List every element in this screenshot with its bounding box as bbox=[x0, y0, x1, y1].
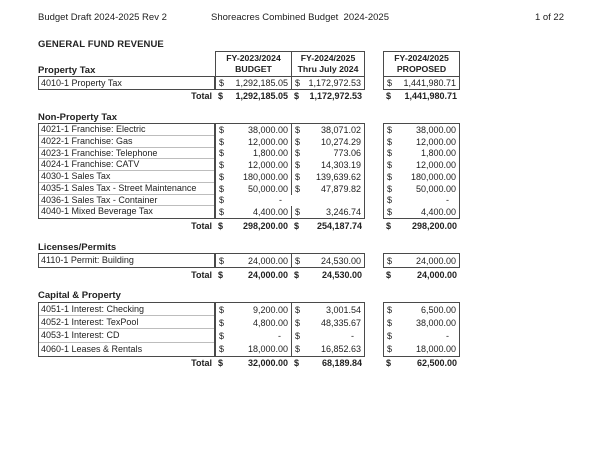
currency-symbol: $ bbox=[387, 148, 393, 159]
table-row bbox=[216, 77, 364, 89]
thru-amount-cell bbox=[292, 159, 364, 171]
amount-value: 180,000.00 bbox=[410, 171, 456, 182]
thru-amount-cell bbox=[292, 77, 364, 89]
amount-value: 1,441,980.71 bbox=[404, 91, 457, 101]
column-header-thru-label: Thru July 2024 bbox=[297, 64, 359, 74]
amount-value: 24,530.00 bbox=[320, 255, 361, 266]
amount-value: 18,000.00 bbox=[415, 344, 456, 355]
currency-symbol: $ bbox=[387, 78, 393, 88]
currency-symbol: $ bbox=[295, 78, 301, 88]
total-label: Total bbox=[191, 358, 212, 368]
account-name-cell: 4023-1 Franchise: Telephone bbox=[39, 148, 214, 160]
amount-value: 1,292,185.05 bbox=[235, 91, 288, 101]
account-name-cell: 4021-1 Franchise: Electric bbox=[39, 124, 214, 136]
currency-symbol: $ bbox=[386, 221, 392, 231]
account-name-column bbox=[38, 302, 215, 357]
currency-symbol: $ bbox=[219, 344, 225, 355]
account-name-cell: 4024-1 Franchise: CATV bbox=[39, 159, 214, 171]
proposed-amount-cell bbox=[384, 77, 459, 89]
column-header-proposed-label: PROPOSED bbox=[396, 64, 447, 74]
currency-symbol: $ bbox=[219, 317, 225, 328]
amount-value: 38,000.00 bbox=[247, 124, 288, 135]
currency-symbol: $ bbox=[295, 124, 301, 135]
table-row bbox=[216, 136, 364, 148]
column-header-budget-label: BUDGET bbox=[235, 64, 272, 74]
budget-amount-cell bbox=[216, 195, 292, 207]
currency-symbol: $ bbox=[387, 317, 393, 328]
currency-symbol: $ bbox=[218, 270, 224, 280]
thru-amount-cell bbox=[292, 329, 364, 342]
amount-value: - bbox=[351, 330, 354, 341]
currency-symbol: $ bbox=[387, 124, 393, 135]
currency-symbol: $ bbox=[387, 136, 393, 147]
column-header-budget-year: FY-2023/2024 bbox=[226, 52, 281, 63]
proposed-column bbox=[383, 253, 460, 268]
amount-value: 24,530.00 bbox=[321, 270, 362, 280]
thru-amount-cell bbox=[292, 183, 364, 195]
account-name-cell: 4052-1 Interest: TexPool bbox=[39, 316, 214, 329]
currency-symbol: $ bbox=[295, 317, 301, 328]
amount-value: 12,000.00 bbox=[415, 160, 456, 171]
column-header-proposed bbox=[383, 51, 460, 77]
proposed-amount-cell bbox=[384, 316, 459, 329]
amount-value: 18,000.00 bbox=[247, 344, 288, 355]
currency-symbol: $ bbox=[294, 221, 300, 231]
amount-value: - bbox=[279, 195, 282, 206]
amount-value: 180,000.00 bbox=[242, 171, 288, 182]
amount-value: 1,800.00 bbox=[420, 148, 456, 159]
currency-symbol: $ bbox=[387, 304, 393, 315]
budget-amount-cell bbox=[216, 343, 292, 356]
amount-value: 50,000.00 bbox=[247, 183, 288, 194]
currency-symbol: $ bbox=[387, 255, 393, 266]
amount-value: 32,000.00 bbox=[247, 358, 288, 368]
amount-value: 1,172,972.53 bbox=[308, 78, 361, 88]
total-label: Total bbox=[191, 91, 212, 101]
account-name-cell: 4053-1 Interest: CD bbox=[39, 329, 214, 342]
currency-symbol: $ bbox=[294, 358, 300, 368]
table-row bbox=[216, 148, 364, 160]
amount-value: 12,000.00 bbox=[247, 160, 288, 171]
account-name-cell: 4010-1 Property Tax bbox=[41, 78, 122, 88]
amount-value: 47,879.82 bbox=[320, 183, 361, 194]
amount-value: 24,000.00 bbox=[247, 270, 288, 280]
amount-value: 6,500.00 bbox=[420, 304, 456, 315]
fund-title: GENERAL FUND REVENUE bbox=[38, 39, 164, 50]
document-revision-label: Budget Draft 2024-2025 Rev 2 bbox=[38, 12, 167, 23]
account-name-cell: 4030-1 Sales Tax bbox=[39, 171, 214, 183]
table-row bbox=[216, 343, 364, 356]
thru-amount-cell bbox=[292, 171, 364, 183]
account-name-cell: 4022-1 Franchise: Gas bbox=[39, 136, 214, 148]
table-row bbox=[216, 159, 364, 171]
amount-value: 3,001.54 bbox=[325, 304, 361, 315]
total-thru-amount bbox=[291, 90, 365, 102]
amount-value: 50,000.00 bbox=[415, 183, 456, 194]
proposed-amount-cell bbox=[384, 183, 459, 195]
amount-value: 4,400.00 bbox=[252, 207, 288, 218]
amount-value: 62,500.00 bbox=[416, 358, 457, 368]
amount-value: 3,246.74 bbox=[325, 207, 361, 218]
currency-symbol: $ bbox=[219, 124, 225, 135]
proposed-amount-cell bbox=[384, 206, 459, 218]
budget-thru-columns bbox=[215, 123, 365, 219]
currency-symbol: $ bbox=[219, 304, 225, 315]
currency-symbol: $ bbox=[387, 344, 393, 355]
amount-value: 24,000.00 bbox=[247, 255, 288, 266]
currency-symbol: $ bbox=[218, 221, 224, 231]
currency-symbol: $ bbox=[295, 207, 301, 218]
budget-amount-cell bbox=[216, 329, 292, 342]
amount-value: 12,000.00 bbox=[247, 136, 288, 147]
currency-symbol: $ bbox=[387, 330, 393, 341]
currency-symbol: $ bbox=[295, 255, 301, 266]
section-title-non-property-tax: Non-Property Tax bbox=[38, 112, 118, 123]
document-title: Shoreacres Combined Budget 2024-2025 bbox=[211, 12, 389, 23]
table-row bbox=[216, 316, 364, 329]
amount-value: 1,800.00 bbox=[252, 148, 288, 159]
amount-value: 4,400.00 bbox=[420, 207, 456, 218]
total-budget-amount bbox=[215, 269, 291, 281]
amount-value: 38,071.02 bbox=[320, 124, 361, 135]
currency-symbol: $ bbox=[387, 171, 393, 182]
section-title-licenses-permits: Licenses/Permits bbox=[38, 242, 117, 253]
currency-symbol: $ bbox=[218, 91, 224, 101]
amount-value: 298,200.00 bbox=[411, 221, 457, 231]
currency-symbol: $ bbox=[295, 344, 301, 355]
budget-amount-cell bbox=[216, 171, 292, 183]
total-label: Total bbox=[191, 270, 212, 280]
amount-value: 24,000.00 bbox=[415, 255, 456, 266]
table-row bbox=[216, 206, 364, 218]
currency-symbol: $ bbox=[386, 270, 392, 280]
currency-symbol: $ bbox=[219, 136, 225, 147]
thru-amount-cell bbox=[292, 148, 364, 160]
currency-symbol: $ bbox=[219, 160, 225, 171]
column-header-thru-july bbox=[292, 52, 364, 76]
total-thru-amount bbox=[291, 220, 365, 232]
currency-symbol: $ bbox=[219, 183, 225, 194]
table-row bbox=[216, 303, 364, 316]
table-row bbox=[216, 254, 364, 267]
currency-symbol: $ bbox=[386, 358, 392, 368]
column-header-proposed-inner bbox=[384, 52, 459, 76]
budget-amount-cell bbox=[216, 183, 292, 195]
account-name-column bbox=[38, 123, 215, 219]
currency-symbol: $ bbox=[294, 91, 300, 101]
account-name-cell: 4036-1 Sales Tax - Container bbox=[39, 195, 214, 207]
currency-symbol: $ bbox=[295, 330, 301, 341]
amount-value: 10,274.29 bbox=[320, 136, 361, 147]
proposed-amount-cell bbox=[384, 148, 459, 160]
proposed-amount-cell bbox=[384, 343, 459, 356]
total-budget-amount bbox=[215, 220, 291, 232]
proposed-amount-cell bbox=[384, 254, 459, 267]
total-budget-amount bbox=[215, 357, 291, 369]
proposed-amount-cell bbox=[384, 195, 459, 207]
currency-symbol: $ bbox=[219, 330, 225, 341]
budget-amount-cell bbox=[216, 124, 292, 136]
budget-amount-cell bbox=[216, 206, 292, 218]
amount-value: 1,441,980.71 bbox=[403, 78, 456, 88]
amount-value: 24,000.00 bbox=[416, 270, 457, 280]
account-name-cell: 4110-1 Permit: Building bbox=[41, 255, 134, 265]
budget-amount-cell bbox=[216, 148, 292, 160]
column-header-proposed-year: FY-2024/2025 bbox=[394, 52, 449, 63]
budget-amount-cell bbox=[216, 136, 292, 148]
proposed-amount-cell bbox=[384, 124, 459, 136]
budget-amount-cell bbox=[216, 159, 292, 171]
currency-symbol: $ bbox=[387, 195, 393, 206]
amount-value: 14,303.19 bbox=[320, 160, 361, 171]
account-name-cell: 4040-1 Mixed Beverage Tax bbox=[41, 206, 153, 217]
currency-symbol: $ bbox=[295, 183, 301, 194]
budget-amount-cell bbox=[216, 254, 292, 267]
amount-value: 68,189.84 bbox=[321, 358, 362, 368]
thru-amount-cell bbox=[292, 316, 364, 329]
account-name-column bbox=[38, 253, 215, 268]
currency-symbol: $ bbox=[295, 136, 301, 147]
currency-symbol: $ bbox=[219, 171, 225, 182]
amount-value: 254,187.74 bbox=[316, 221, 362, 231]
currency-symbol: $ bbox=[219, 255, 225, 266]
table-row bbox=[216, 171, 364, 183]
budget-thru-columns bbox=[215, 253, 365, 268]
account-name-column bbox=[38, 76, 215, 90]
amount-value: 12,000.00 bbox=[415, 136, 456, 147]
currency-symbol: $ bbox=[295, 148, 301, 159]
amount-value: 773.06 bbox=[333, 148, 361, 159]
table-row bbox=[216, 124, 364, 136]
currency-symbol: $ bbox=[386, 91, 392, 101]
amount-value: 1,292,185.05 bbox=[235, 78, 288, 88]
amount-value: 9,200.00 bbox=[252, 304, 288, 315]
currency-symbol: $ bbox=[219, 78, 225, 88]
account-name-cell: 4051-1 Interest: Checking bbox=[39, 303, 214, 316]
section-title-capital-property: Capital & Property bbox=[38, 290, 121, 301]
column-header-thru-year: FY-2024/2025 bbox=[300, 52, 356, 63]
total-proposed-amount bbox=[383, 357, 460, 369]
currency-symbol: $ bbox=[387, 160, 393, 171]
column-header-budget bbox=[216, 52, 292, 76]
proposed-amount-cell bbox=[384, 329, 459, 342]
amount-value: 16,852.63 bbox=[320, 344, 361, 355]
account-name-cell: 4035-1 Sales Tax - Street Maintenance bbox=[39, 183, 214, 195]
total-proposed-amount bbox=[383, 90, 460, 102]
proposed-column bbox=[383, 302, 460, 357]
currency-symbol: $ bbox=[387, 207, 393, 218]
amount-value: 4,800.00 bbox=[252, 317, 288, 328]
amount-value: 298,200.00 bbox=[242, 221, 288, 231]
total-thru-amount bbox=[291, 357, 365, 369]
currency-symbol: $ bbox=[218, 358, 224, 368]
budget-amount-cell bbox=[216, 303, 292, 316]
budget-amount-cell bbox=[216, 316, 292, 329]
proposed-column bbox=[383, 76, 460, 90]
budget-thru-columns bbox=[215, 76, 365, 90]
thru-amount-cell bbox=[292, 206, 364, 218]
account-name-cell: 4060-1 Leases & Rentals bbox=[41, 343, 143, 354]
budget-amount-cell bbox=[216, 77, 292, 89]
amount-value: - bbox=[278, 330, 281, 341]
total-proposed-amount bbox=[383, 220, 460, 232]
currency-symbol: $ bbox=[295, 171, 301, 182]
thru-amount-cell bbox=[292, 343, 364, 356]
currency-symbol: $ bbox=[219, 148, 225, 159]
amount-value: 139,639.62 bbox=[315, 171, 361, 182]
proposed-amount-cell bbox=[384, 303, 459, 316]
currency-symbol: $ bbox=[295, 160, 301, 171]
thru-amount-cell-empty bbox=[292, 195, 364, 207]
table-row bbox=[216, 329, 364, 342]
section-title-property-tax: Property Tax bbox=[38, 65, 96, 76]
table-row bbox=[216, 195, 364, 207]
page-number: 1 of 22 bbox=[534, 12, 564, 23]
amount-value: 1,172,972.53 bbox=[309, 91, 362, 101]
total-label: Total bbox=[191, 221, 212, 231]
proposed-amount-cell bbox=[384, 136, 459, 148]
thru-amount-cell bbox=[292, 136, 364, 148]
currency-symbol: $ bbox=[294, 270, 300, 280]
total-budget-amount bbox=[215, 90, 291, 102]
thru-amount-cell bbox=[292, 303, 364, 316]
proposed-column bbox=[383, 123, 460, 219]
proposed-amount-cell bbox=[384, 159, 459, 171]
thru-amount-cell bbox=[292, 254, 364, 267]
amount-value: - bbox=[446, 330, 449, 341]
table-row bbox=[216, 183, 364, 195]
amount-value: 38,000.00 bbox=[415, 317, 456, 328]
column-headers-budget-thru bbox=[215, 51, 365, 77]
currency-symbol: $ bbox=[295, 304, 301, 315]
currency-symbol: $ bbox=[219, 207, 225, 218]
total-thru-amount bbox=[291, 269, 365, 281]
budget-thru-columns bbox=[215, 302, 365, 357]
proposed-amount-cell bbox=[384, 171, 459, 183]
total-proposed-amount bbox=[383, 269, 460, 281]
thru-amount-cell bbox=[292, 124, 364, 136]
currency-symbol: $ bbox=[219, 195, 225, 206]
currency-symbol: $ bbox=[387, 183, 393, 194]
amount-value: - bbox=[446, 195, 449, 206]
amount-value: 48,335.67 bbox=[320, 317, 361, 328]
amount-value: 38,000.00 bbox=[415, 124, 456, 135]
